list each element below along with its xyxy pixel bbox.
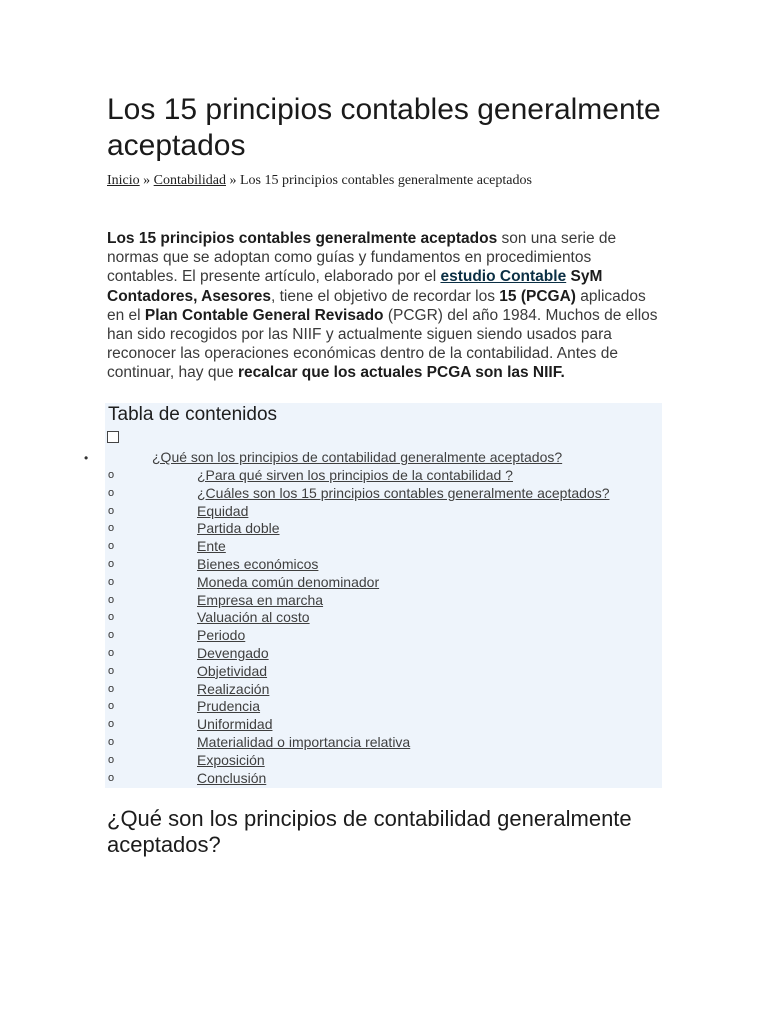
- toc-toggle-checkbox[interactable]: [107, 431, 119, 443]
- section-heading: ¿Qué son los principios de contabilidad generalmente aceptados?: [107, 806, 632, 857]
- breadcrumb-current: Los 15 principios contables generalmente aceptados: [239, 173, 532, 188]
- toc-item-link[interactable]: Devengado: [197, 645, 269, 661]
- toc-item-link[interactable]: Materialidad o importancia relativa: [197, 734, 411, 750]
- intro-text: (PCGR) del año 1984. Muchos de ellos han sido recogidos por las NIIF y actualmente siguen siendo usados para reconocer las operaciones económicas dentro de la contabilidad. Antes de continuar, hay que: [107, 306, 658, 382]
- toc-item: [108, 716, 648, 734]
- breadcrumb-separator: »: [225, 173, 240, 188]
- toc-item: [108, 538, 648, 556]
- toc-sub-bullet: o: [108, 771, 115, 784]
- toc-sub-bullet: o: [108, 611, 115, 624]
- toc-item-link[interactable]: Empresa en marcha: [197, 591, 324, 608]
- intro-text: son una serie de normas que se adoptan como guías y fundamentos en procedimientos contables. El presente artículo, elaborado por el: [107, 230, 617, 286]
- toc-sub-bullet: o: [108, 504, 115, 517]
- toc-item-link[interactable]: Equidad: [197, 502, 249, 519]
- breadcrumb-category-link[interactable]: Contabilidad: [153, 173, 226, 188]
- intro-bold-niif: recalcar que los actuales PCGA son las NIIF.: [238, 364, 565, 382]
- toc-sub-bullet: o: [108, 558, 115, 570]
- intro-text: aplicados en el: [107, 287, 646, 324]
- toc-item-link[interactable]: Moneda común denominador: [197, 573, 380, 590]
- toc-sub-bullet: o: [108, 629, 115, 642]
- toc-item-link[interactable]: Prudencia: [197, 698, 261, 715]
- toc-item-link[interactable]: Ente: [197, 538, 226, 555]
- toc-item: [108, 752, 648, 770]
- toc-sub-bullet: o: [108, 682, 115, 695]
- toc-item-link[interactable]: Valuación al costo: [197, 609, 310, 626]
- breadcrumb-separator: »: [139, 173, 154, 188]
- toc-item: [108, 698, 648, 716]
- toc-item-link[interactable]: Periodo: [197, 627, 246, 644]
- toc-item: [108, 520, 648, 538]
- intro-bold-firm: SyM Contadores, Asesores: [107, 268, 603, 305]
- intro-bold-title: Los 15 principios contables generalmente aceptados: [107, 230, 498, 247]
- toc-item: [108, 592, 648, 610]
- toc-sub-bullet: o: [108, 736, 115, 748]
- toc-item: [108, 609, 648, 627]
- breadcrumb: [107, 173, 707, 189]
- toc-item: [108, 663, 648, 681]
- toc-item: [108, 574, 648, 592]
- toc-sub-bullet: o: [108, 469, 115, 481]
- toc-sub-bullet: o: [108, 540, 115, 553]
- toc-sub-bullet: o: [108, 700, 115, 713]
- intro-bold-pcgr: Plan Contable General Revisado: [144, 306, 384, 324]
- toc-item: [108, 485, 648, 503]
- page-title: Los 15 principios contables generalmente aceptados: [107, 93, 661, 162]
- estudio-contable-link[interactable]: estudio Contable: [440, 268, 567, 286]
- toc-item-link[interactable]: Uniformidad: [197, 716, 273, 733]
- breadcrumb-home-link[interactable]: Inicio: [107, 173, 140, 188]
- toc-sub-bullet: o: [108, 522, 115, 535]
- toc-sub-bullet: o: [108, 647, 115, 659]
- intro-paragraph: [107, 229, 662, 383]
- toc-main-bullet: •: [84, 451, 89, 465]
- toc-item-link[interactable]: Realización: [197, 680, 270, 697]
- toc-item-link[interactable]: Partida doble: [197, 520, 280, 537]
- toc-item: [108, 645, 648, 663]
- toc-item-link[interactable]: Bienes económicos: [197, 556, 319, 572]
- toc-item: [108, 503, 648, 521]
- toc-item-que-son[interactable]: ¿Qué son los principios de contabilidad generalmente aceptados?: [152, 449, 563, 465]
- toc-item-link[interactable]: Conclusión: [197, 769, 267, 786]
- toc-sub-bullet: o: [108, 593, 115, 606]
- toc-item: [108, 627, 648, 645]
- toc-item-link[interactable]: Exposición: [197, 751, 265, 768]
- toc-item-link[interactable]: ¿Para qué sirven los principios de la contabilidad ?: [197, 467, 513, 483]
- toc-sub-bullet: o: [108, 486, 115, 499]
- toc-title: Tabla de contenidos: [108, 404, 278, 425]
- toc-sub-bullet: o: [108, 753, 115, 766]
- toc-item: [108, 467, 648, 485]
- toc-item-link[interactable]: ¿Cuáles son los 15 principios contables generalmente aceptados?: [197, 484, 610, 501]
- toc-item: [108, 734, 648, 752]
- toc-item: [108, 681, 648, 699]
- toc-sub-bullet: o: [108, 718, 115, 731]
- toc-item: [108, 556, 648, 574]
- toc-item-link[interactable]: Objetividad: [197, 662, 268, 679]
- toc-sub-bullet: o: [108, 575, 115, 588]
- toc-sub-bullet: o: [108, 664, 115, 677]
- intro-text: , tiene el objetivo de recordar los: [270, 287, 500, 305]
- toc-item: [108, 770, 648, 788]
- intro-bold-pcga: 15 (PCGA): [499, 287, 576, 305]
